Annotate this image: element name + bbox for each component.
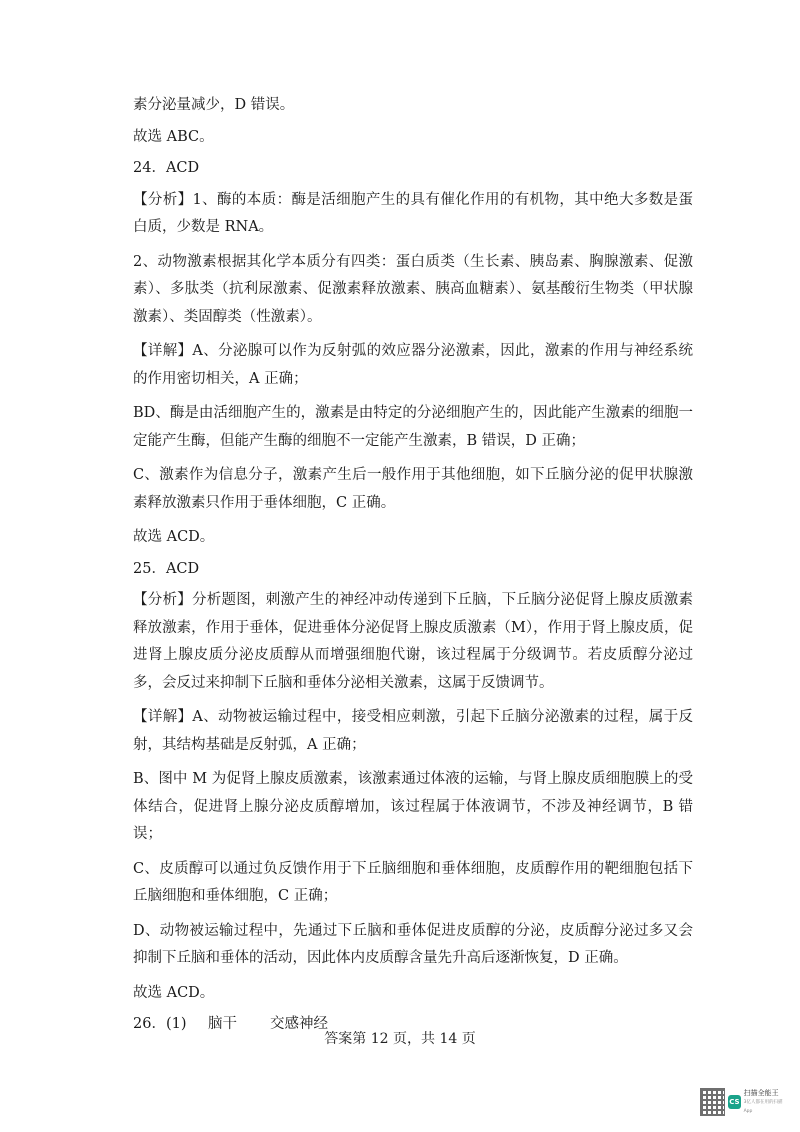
detail-25-a: 【详解】A、动物被运输过程中，接受相应刺激，引起下丘脑分泌激素的过程，属于反射，其结构基础是反射弧，A 正确； [133, 709, 693, 753]
paragraph: 素分泌量减少，D 错误。 [133, 97, 295, 113]
question-answer-24: 24．ACD [133, 160, 200, 176]
detail-25-c: C、皮质醇可以通过负反馈作用于下丘脑细胞和垂体细胞，皮质醇作用的靶细胞包括下丘脑细胞和垂体细胞，C 正确； [133, 860, 693, 904]
conclusion-25: 故选 ACD。 [133, 984, 215, 1001]
detail-24-bd: BD、酶是由活细胞产生的，激素是由特定的分泌细胞产生的，因此能产生激素的细胞一定能产生酶，但能产生酶的细胞不一定能产生激素，B 错误，D 正确； [133, 405, 693, 449]
page-footer: 答案第 12 页，共 14 页 [324, 1031, 476, 1047]
detail-24-a: 【详解】A、分泌腺可以作为反射弧的效应器分泌激素，因此，激素的作用与神经系统的作用密切相关，A 正确； [133, 343, 693, 387]
detail-25-d: D、动物被运输过程中，先通过下丘脑和垂体促进皮质醇的分泌，皮质醇分泌过多又会抑制下丘脑和垂体的活动，因此体内皮质醇含量先升高后逐渐恢复，D 正确。 [133, 922, 693, 966]
analysis-25: 【分析】分析题图，刺激产生的神经冲动传递到下丘脑，下丘脑分泌促肾上腺皮质激素释放激素，作用于垂体，促进垂体分泌促肾上腺皮质激素（M），作用于肾上腺皮质，促进肾上腺皮质分泌皮质醇从而增强细胞代谢，该过程属于分级调节。若皮质醇分泌过多，会反过来抑制下丘脑和垂体分泌相关激素，这属于反馈调节。 [133, 592, 693, 691]
q26-answer-2: 交感神经 [270, 1016, 328, 1032]
conclusion-24: 故选 ACD。 [133, 529, 215, 545]
detail-24-c: C、激素作为信息分子，激素产生后一般作用于其他细胞，如下丘脑分泌的促甲状腺激素释放激素只作用于垂体细胞，C 正确。 [133, 467, 693, 511]
question-answer-25: 25．ACD [133, 560, 200, 577]
q26-number: 26．(1) [133, 1016, 187, 1032]
qr-code-icon [700, 1088, 725, 1116]
watermark-name: 扫描全能王 [743, 1088, 779, 1097]
watermark-sub: 3亿人都在用的扫描App [743, 1099, 783, 1114]
camscanner-logo-icon: CS [728, 1095, 740, 1109]
q26-answer-1: 脑干 [208, 1016, 237, 1032]
paragraph: 故选 ABC。 [133, 128, 214, 145]
analysis-24: 【分析】1、酶的本质：酶是活细胞产生的具有催化作用的有机物，其中绝大多数是蛋白质，少数是 RNA。 [133, 191, 693, 235]
scanner-watermark [700, 1086, 786, 1118]
answer-content [133, 92, 693, 1046]
detail-25-b: B、图中 M 为促肾上腺皮质激素，该激素通过体液的运输，与肾上腺皮质细胞膜上的受体结合，促进肾上腺分泌皮质醇增加，该过程属于体液调节，不涉及神经调节，B 错误； [133, 771, 693, 842]
watermark-text [744, 1089, 786, 1116]
analysis-24-hormones: 2、动物激素根据其化学本质分有四类：蛋白质类（生长素、胰岛素、胸腺激素、促激素）、多肽类（抗利尿激素、促激素释放激素、胰高血糖素）、氨基酸衍生物类（甲状腺激素）、类固醇类（性激素）。 [133, 253, 693, 325]
